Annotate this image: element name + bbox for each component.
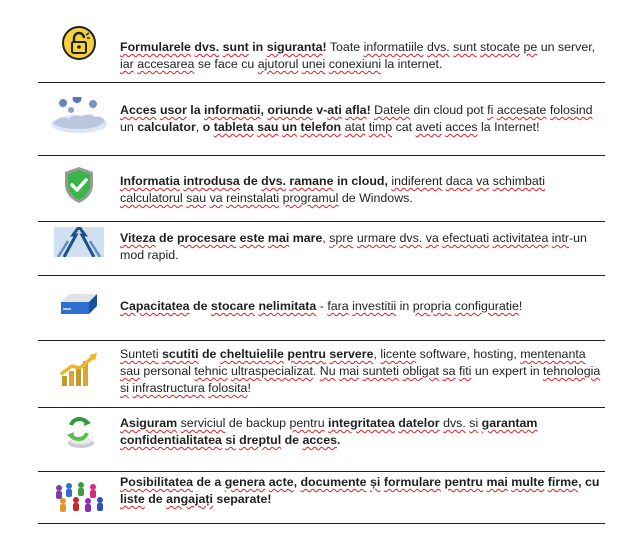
text-segment: , bbox=[260, 103, 268, 117]
people-group-icon bbox=[51, 480, 107, 514]
text-segment: infrastructura bbox=[132, 381, 205, 395]
world-map-icon bbox=[49, 97, 109, 135]
text-segment: telefon bbox=[300, 120, 342, 134]
text-segment: un expert in bbox=[471, 364, 544, 378]
text-segment: mai bbox=[486, 475, 508, 489]
text-segment: Informatia bbox=[120, 174, 180, 188]
text-segment: accesate bbox=[496, 103, 547, 117]
text-segment: va bbox=[425, 231, 439, 245]
feature-text bbox=[120, 276, 605, 315]
text-segment: Asiguram bbox=[120, 416, 178, 430]
text-segment: sau bbox=[257, 120, 279, 134]
text-segment: , bbox=[195, 120, 203, 134]
text-segment: Viteza bbox=[120, 231, 156, 245]
text-segment: conexiuni bbox=[328, 57, 382, 71]
text-segment: propria bbox=[412, 299, 452, 313]
padlock-icon bbox=[61, 25, 97, 61]
text-segment: oriunde bbox=[267, 103, 313, 117]
text-segment: mentenanta bbox=[520, 347, 586, 361]
text-segment: si bbox=[225, 433, 236, 447]
text-segment: servere bbox=[329, 347, 374, 361]
text-segment: de backup bbox=[225, 416, 290, 430]
text-segment: obligat bbox=[402, 364, 439, 378]
text-segment: sunteti bbox=[362, 364, 400, 378]
text-segment: de bbox=[239, 174, 262, 188]
text-segment: la Internet! bbox=[477, 120, 540, 134]
text-segment: activitatea bbox=[492, 231, 549, 245]
text-segment: unei bbox=[301, 57, 326, 71]
text-segment: un server, bbox=[537, 40, 596, 54]
text-segment: indiferent bbox=[391, 174, 443, 188]
text-segment: acte bbox=[268, 475, 294, 489]
text-segment: licente bbox=[380, 347, 417, 361]
feature-text bbox=[120, 341, 605, 397]
text-segment: dvs. bbox=[426, 40, 450, 54]
text-segment: siguranta bbox=[266, 40, 323, 54]
text-segment: procesare bbox=[176, 231, 237, 245]
text-segment: stocare bbox=[210, 299, 256, 313]
text-segment: si bbox=[469, 416, 479, 430]
text-segment: informatii bbox=[204, 103, 261, 117]
text-segment: informatiile bbox=[363, 40, 424, 54]
growth-chart-icon bbox=[58, 352, 100, 388]
text-segment: ! bbox=[518, 299, 523, 313]
text-segment: separate! bbox=[212, 492, 272, 506]
text-segment: scutiti bbox=[162, 347, 199, 361]
text-segment: multe bbox=[511, 475, 545, 489]
text-segment: confidentialitatea bbox=[120, 433, 222, 447]
icon-cell bbox=[38, 276, 120, 334]
text-segment: timp bbox=[368, 120, 393, 134]
text-segment: la bbox=[186, 103, 205, 117]
text-segment: in cloud, bbox=[333, 174, 392, 188]
text-segment: sau bbox=[120, 364, 140, 378]
text-segment: calculatorul bbox=[120, 191, 183, 205]
text-segment: Posibilitatea bbox=[120, 475, 193, 489]
text-segment: pe bbox=[523, 40, 538, 54]
text-segment: dvs. bbox=[261, 174, 286, 188]
feature-row-cloud bbox=[38, 156, 605, 222]
feature-row-storage bbox=[38, 276, 605, 341]
feature-text bbox=[120, 472, 605, 508]
text-segment: stocate bbox=[480, 40, 520, 54]
text-segment: formulare bbox=[383, 475, 441, 489]
text-segment: garantam bbox=[481, 416, 538, 430]
text-segment: datelor bbox=[398, 416, 440, 430]
text-segment: efectuati bbox=[442, 231, 490, 245]
text-segment: tehnic bbox=[194, 364, 228, 378]
text-segment: daca bbox=[445, 174, 473, 188]
text-segment: personal bbox=[139, 364, 195, 378]
text-segment: calculator bbox=[137, 120, 196, 134]
feature-text bbox=[120, 18, 605, 73]
text-segment: dvs. bbox=[443, 416, 466, 430]
text-segment: cheltuielile bbox=[219, 347, 284, 361]
text-segment: , bbox=[293, 475, 301, 489]
text-segment: cat bbox=[392, 120, 416, 134]
text-segment: v- bbox=[312, 103, 328, 117]
text-segment: aveti bbox=[415, 120, 442, 134]
text-segment: tableta bbox=[213, 120, 254, 134]
text-segment: firme bbox=[547, 475, 579, 489]
text-segment: liste bbox=[120, 492, 145, 506]
text-segment: accesarea bbox=[137, 57, 195, 71]
text-segment: pentru bbox=[289, 416, 325, 430]
text-segment: de Windows. bbox=[338, 191, 413, 205]
text-segment: angajați bbox=[166, 492, 213, 506]
text-segment: Acces bbox=[120, 103, 157, 117]
text-segment: , bbox=[322, 231, 330, 245]
text-segment: dvs. bbox=[399, 231, 423, 245]
text-segment: configuratie bbox=[454, 299, 519, 313]
text-segment: usor bbox=[159, 103, 187, 117]
text-segment: sa bbox=[442, 364, 456, 378]
hard-drive-icon bbox=[57, 290, 101, 320]
text-segment: . bbox=[312, 364, 320, 378]
text-segment: și bbox=[370, 475, 381, 489]
text-segment: . bbox=[336, 433, 341, 447]
text-segment: atat bbox=[344, 120, 366, 134]
text-segment: se face cu bbox=[194, 57, 258, 71]
text-segment: Toate bbox=[326, 40, 364, 54]
text-segment: sunt bbox=[453, 40, 477, 54]
text-segment: o bbox=[202, 120, 211, 134]
text-segment: serviciul bbox=[180, 416, 226, 430]
text-segment: Capacitatea bbox=[120, 299, 190, 313]
text-segment: documente bbox=[300, 475, 367, 489]
text-segment: acces bbox=[445, 120, 478, 134]
text-segment: iar bbox=[120, 57, 134, 71]
text-segment: in bbox=[396, 299, 413, 313]
icon-cell bbox=[38, 222, 120, 262]
text-segment: de bbox=[281, 433, 303, 447]
text-segment: investitii bbox=[352, 299, 397, 313]
text-segment: genera bbox=[224, 475, 266, 489]
icon-cell bbox=[38, 156, 120, 214]
text-segment: tehnologia bbox=[543, 364, 601, 378]
text-segment: sau bbox=[186, 191, 207, 205]
text-segment: la internet. bbox=[381, 57, 443, 71]
text-segment: dvs. bbox=[194, 40, 220, 54]
text-segment: - bbox=[316, 299, 328, 313]
text-segment: urmare bbox=[356, 231, 397, 245]
text-segment: intr bbox=[551, 231, 570, 245]
green-shield-check-icon bbox=[62, 165, 96, 205]
feature-row-security bbox=[38, 18, 605, 83]
text-segment: ultraspecializat bbox=[230, 364, 313, 378]
feature-row-backup bbox=[38, 408, 605, 472]
text-segment: Sunteti bbox=[120, 347, 159, 361]
feature-text bbox=[120, 408, 605, 449]
text-segment: ati bbox=[327, 103, 342, 117]
text-segment: pentru bbox=[287, 347, 326, 361]
icon-cell bbox=[38, 83, 120, 149]
text-segment: -un mod rapid. bbox=[120, 231, 587, 262]
text-segment: din cloud pot bbox=[410, 103, 488, 117]
text-segment: software, hosting, bbox=[416, 347, 521, 361]
text-segment: programul bbox=[282, 191, 339, 205]
text-segment: mai bbox=[267, 231, 290, 245]
text-segment: Formularele bbox=[120, 40, 191, 54]
text-segment: folosind bbox=[549, 103, 593, 117]
text-segment: , cu bbox=[578, 475, 600, 489]
text-segment: de bbox=[198, 347, 220, 361]
feature-row-costs bbox=[38, 341, 605, 408]
backup-sync-icon bbox=[61, 415, 97, 451]
feature-text bbox=[120, 83, 605, 136]
text-segment: fi bbox=[487, 103, 494, 117]
text-segment: folosita bbox=[208, 381, 248, 395]
text-segment: si bbox=[120, 381, 129, 395]
feature-text bbox=[120, 222, 605, 264]
text-segment: , bbox=[373, 347, 381, 361]
feature-row-speed bbox=[38, 222, 605, 276]
feature-text bbox=[120, 156, 605, 207]
text-segment: afla bbox=[345, 103, 367, 117]
text-segment: sunt bbox=[222, 40, 249, 54]
text-segment: Datele bbox=[374, 103, 410, 117]
text-segment: introdusa bbox=[183, 174, 240, 188]
text-segment: va bbox=[476, 174, 490, 188]
text-segment: Nu bbox=[319, 364, 336, 378]
text-segment: fiti bbox=[459, 364, 472, 378]
text-segment: de bbox=[155, 231, 177, 245]
text-segment: va bbox=[209, 191, 223, 205]
feature-row-access bbox=[38, 83, 605, 156]
text-segment: un bbox=[281, 120, 298, 134]
feature-table bbox=[38, 18, 605, 524]
icon-cell bbox=[38, 408, 120, 458]
text-segment: schimbati bbox=[492, 174, 545, 188]
text-segment: integritatea bbox=[328, 416, 395, 430]
text-segment: acces bbox=[302, 433, 337, 447]
text-segment: pentru bbox=[444, 475, 483, 489]
icon-cell bbox=[38, 341, 120, 399]
text-segment: ! bbox=[247, 381, 251, 395]
text-segment: nelimitata bbox=[258, 299, 317, 313]
text-segment: ramane bbox=[289, 174, 334, 188]
text-segment: mare bbox=[289, 231, 323, 245]
text-segment: ! bbox=[366, 103, 371, 117]
text-segment: un bbox=[120, 120, 138, 134]
text-segment: spre bbox=[329, 231, 354, 245]
text-segment: reinstalati bbox=[226, 191, 280, 205]
text-segment: mai bbox=[339, 364, 360, 378]
speed-arrows-icon bbox=[54, 227, 104, 257]
icon-cell bbox=[38, 18, 120, 68]
text-segment: ajutorul bbox=[257, 57, 299, 71]
text-segment: de bbox=[144, 492, 167, 506]
text-segment: in bbox=[248, 40, 267, 54]
text-segment: fara bbox=[327, 299, 349, 313]
icon-cell bbox=[38, 472, 120, 522]
text-segment: ! bbox=[322, 40, 327, 54]
text-segment: de bbox=[189, 299, 211, 313]
text-segment: dreptul bbox=[239, 433, 282, 447]
text-segment: de a bbox=[193, 475, 225, 489]
text-segment: este bbox=[239, 231, 265, 245]
feature-row-firms bbox=[38, 472, 605, 524]
